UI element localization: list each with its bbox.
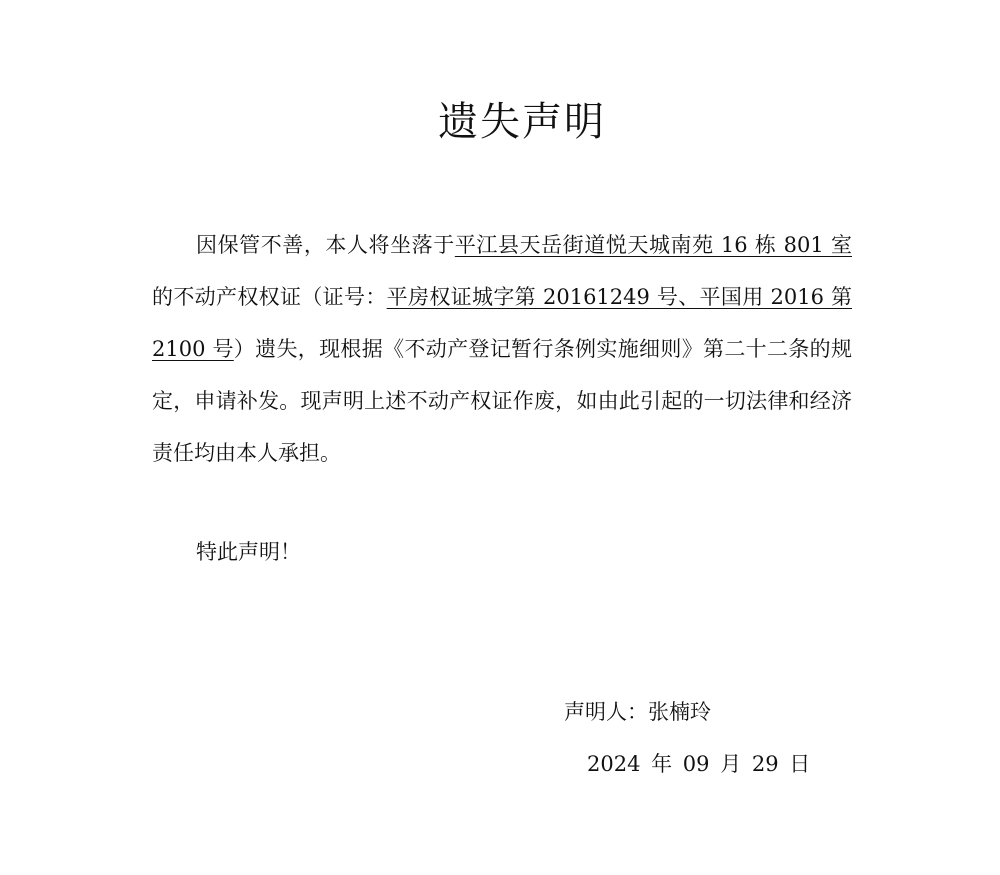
- body-text-certificate-intro: 的不动产权权证（证号：: [152, 285, 387, 309]
- body-text-intro: 因保管不善，本人将坐落于: [196, 233, 455, 257]
- property-address: 平江县天岳街道悦天城南苑 16 栋 801 室: [454, 233, 852, 257]
- declaration-date: 2024 年 09 月 29 日: [587, 752, 811, 776]
- document-title: 遗失声明: [438, 99, 606, 145]
- body-paragraph: [152, 219, 852, 479]
- closing-statement: 特此声明！: [196, 540, 301, 564]
- body-text-statement: ）遗失，现根据《不动产登记暂行条例实施细则》第二十二条的规定，申请补发。现声明上述不动产权证作废，如由此引起的一切法律和经济责任均由本人承担。: [152, 337, 852, 465]
- declarant-signature: 声明人：张楠玲: [564, 700, 711, 724]
- certificate-number: 平房权证城字第 20161249 号、平国用 2016 第 2100 号: [152, 285, 853, 361]
